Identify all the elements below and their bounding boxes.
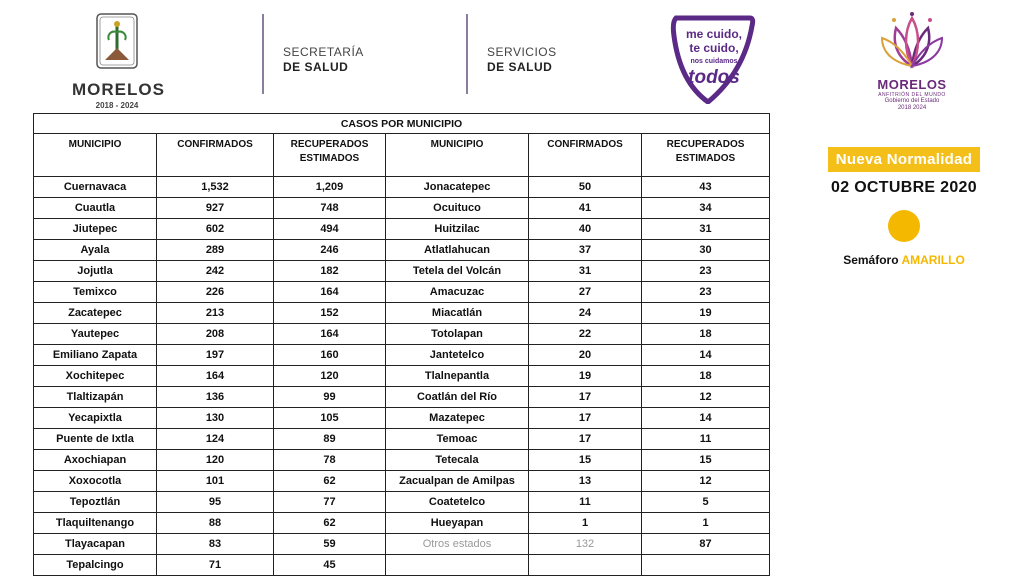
municipio-cell: Huitzilac	[386, 219, 529, 240]
campaign-line1: me cuido,	[685, 27, 743, 41]
municipio-cell: Temoac	[386, 429, 529, 450]
confirmados-cell: 208	[157, 324, 274, 345]
divider-line	[262, 14, 264, 94]
municipio-cell: Jojutla	[34, 261, 157, 282]
municipio-cell: Axochiapan	[34, 450, 157, 471]
table-row	[34, 177, 770, 198]
confirmados-cell: 11	[529, 492, 642, 513]
municipio-cell: Coatlán del Río	[386, 387, 529, 408]
recuperados-line2: ESTIMADOS	[675, 153, 736, 164]
confirmados-cell: 31	[529, 261, 642, 282]
col-header-confirmados: CONFIRMADOS	[157, 134, 274, 177]
recuperados-line1: RECUPERADOS	[290, 139, 369, 150]
confirmados-cell: 226	[157, 282, 274, 303]
municipio-cell: Tlaltizapán	[34, 387, 157, 408]
confirmados-cell: 17	[529, 408, 642, 429]
recuperados-line2: ESTIMADOS	[299, 153, 360, 164]
semaforo-status	[822, 253, 986, 267]
morelos-years: 2018 - 2024	[95, 101, 139, 110]
recuperados-cell: 182	[274, 261, 386, 282]
recuperados-cell: 152	[274, 303, 386, 324]
report-date: 02 OCTUBRE 2020	[831, 179, 977, 196]
campaign-logo	[668, 12, 756, 104]
municipio-cell: Tetecala	[386, 450, 529, 471]
confirmados-cell: 50	[529, 177, 642, 198]
anfitrion-wordmark: MORELOS	[877, 77, 947, 92]
municipio-cell: Zacatepec	[34, 303, 157, 324]
recuperados-cell: 748	[274, 198, 386, 219]
municipio-cell: Coatetelco	[386, 492, 529, 513]
confirmados-cell: 289	[157, 240, 274, 261]
confirmados-cell: 15	[529, 450, 642, 471]
recuperados-cell	[642, 555, 770, 576]
recuperados-cell: 31	[642, 219, 770, 240]
servicios-de-salud	[487, 45, 557, 75]
semaforo-label: Semáforo	[843, 253, 899, 267]
recuperados-cell: 18	[642, 324, 770, 345]
table-row	[34, 450, 770, 471]
confirmados-cell: 17	[529, 387, 642, 408]
recuperados-cell: 18	[642, 366, 770, 387]
municipio-cell: Jiutepec	[34, 219, 157, 240]
confirmados-cell: 164	[157, 366, 274, 387]
municipio-cell: Tetela del Volcán	[386, 261, 529, 282]
campaign-line4: todos	[688, 67, 740, 88]
servicios-line2: DE SALUD	[487, 60, 553, 74]
municipio-cell: Tlaquiltenango	[34, 513, 157, 534]
municipio-cell: Temixco	[34, 282, 157, 303]
recuperados-cell: 1	[642, 513, 770, 534]
header	[0, 0, 1024, 112]
municipio-cell: Cuautla	[34, 198, 157, 219]
recuperados-cell: 62	[274, 513, 386, 534]
recuperados-cell: 62	[274, 471, 386, 492]
divider-line	[466, 14, 468, 94]
municipio-cell: Mazatepec	[386, 408, 529, 429]
recuperados-cell: 99	[274, 387, 386, 408]
recuperados-cell: 246	[274, 240, 386, 261]
confirmados-cell: 95	[157, 492, 274, 513]
col-header-recuperados	[642, 134, 770, 177]
recuperados-cell: 23	[642, 261, 770, 282]
table-caption: CASOS POR MUNICIPIO	[34, 114, 770, 134]
col-header-recuperados	[274, 134, 386, 177]
confirmados-cell: 22	[529, 324, 642, 345]
confirmados-cell: 602	[157, 219, 274, 240]
table-row	[34, 366, 770, 387]
confirmados-cell: 41	[529, 198, 642, 219]
recuperados-cell: 1,209	[274, 177, 386, 198]
semaforo-value: AMARILLO	[901, 253, 965, 267]
recuperados-cell: 164	[274, 282, 386, 303]
secretaria-line1: SECRETARÍA	[283, 45, 364, 59]
traffic-light-icon	[888, 210, 920, 242]
table-row	[34, 198, 770, 219]
secretaria-de-salud	[283, 45, 364, 75]
status-panel	[822, 147, 986, 267]
recuperados-cell: 12	[642, 387, 770, 408]
secretaria-line2: DE SALUD	[283, 60, 349, 74]
morelos-logo	[72, 12, 165, 110]
recuperados-cell: 87	[642, 534, 770, 555]
recuperados-cell: 77	[274, 492, 386, 513]
table-row	[34, 261, 770, 282]
confirmados-cell: 132	[529, 534, 642, 555]
recuperados-cell: 89	[274, 429, 386, 450]
anfitrion-subtitle: ANFITRIÓN DEL MUNDO	[878, 92, 946, 98]
anfitrion-years: 2018 2024	[897, 105, 927, 111]
confirmados-cell: 1	[529, 513, 642, 534]
municipio-cell: Otros estados	[386, 534, 529, 555]
confirmados-cell: 101	[157, 471, 274, 492]
confirmados-cell: 130	[157, 408, 274, 429]
col-header-confirmados: CONFIRMADOS	[529, 134, 642, 177]
municipio-cell: Atlatlahucan	[386, 240, 529, 261]
recuperados-cell: 164	[274, 324, 386, 345]
anfitrion-gobierno: Gobierno del Estado	[884, 98, 940, 104]
confirmados-cell: 24	[529, 303, 642, 324]
recuperados-cell: 14	[642, 345, 770, 366]
recuperados-cell: 34	[642, 198, 770, 219]
table-row	[34, 534, 770, 555]
col-header-municipio: MUNICIPIO	[386, 134, 529, 177]
confirmados-cell: 19	[529, 366, 642, 387]
municipio-cell: Ayala	[34, 240, 157, 261]
casos-table	[33, 113, 770, 576]
table-row	[34, 429, 770, 450]
confirmados-cell: 20	[529, 345, 642, 366]
morelos-anfitrion-logo	[864, 10, 960, 112]
municipio-cell: Xochitepec	[34, 366, 157, 387]
morelos-wordmark: MORELOS	[72, 80, 165, 99]
recuperados-cell: 160	[274, 345, 386, 366]
municipio-cell: Xoxocotla	[34, 471, 157, 492]
col-header-municipio: MUNICIPIO	[34, 134, 157, 177]
table-row	[34, 555, 770, 576]
recuperados-cell: 23	[642, 282, 770, 303]
coat-of-arms-icon	[95, 12, 139, 72]
confirmados-cell: 83	[157, 534, 274, 555]
municipio-cell: Amacuzac	[386, 282, 529, 303]
table-row	[34, 387, 770, 408]
municipio-cell: Puente de Ixtla	[34, 429, 157, 450]
confirmados-cell: 242	[157, 261, 274, 282]
municipio-cell: Totolapan	[386, 324, 529, 345]
table-body	[34, 177, 770, 576]
nueva-normalidad-badge: Nueva Normalidad	[828, 147, 981, 172]
confirmados-cell: 13	[529, 471, 642, 492]
recuperados-cell: 78	[274, 450, 386, 471]
recuperados-cell: 30	[642, 240, 770, 261]
municipio-cell: Tepalcingo	[34, 555, 157, 576]
confirmados-cell: 1,532	[157, 177, 274, 198]
confirmados-cell: 927	[157, 198, 274, 219]
recuperados-cell: 494	[274, 219, 386, 240]
municipio-cell: Jantetelco	[386, 345, 529, 366]
municipio-cell: Yautepec	[34, 324, 157, 345]
confirmados-cell: 124	[157, 429, 274, 450]
table-row	[34, 303, 770, 324]
table-row	[34, 324, 770, 345]
campaign-line3: nos cuidamos	[690, 58, 738, 65]
municipio-cell: Yecapixtla	[34, 408, 157, 429]
table-row	[34, 513, 770, 534]
confirmados-cell: 120	[157, 450, 274, 471]
confirmados-cell: 197	[157, 345, 274, 366]
table-row	[34, 219, 770, 240]
servicios-line1: SERVICIOS	[487, 45, 557, 59]
recuperados-cell: 105	[274, 408, 386, 429]
lotus-flower-icon	[876, 10, 948, 72]
confirmados-cell: 88	[157, 513, 274, 534]
recuperados-cell: 15	[642, 450, 770, 471]
municipio-cell: Zacualpan de Amilpas	[386, 471, 529, 492]
confirmados-cell: 40	[529, 219, 642, 240]
confirmados-cell: 27	[529, 282, 642, 303]
confirmados-cell: 37	[529, 240, 642, 261]
municipio-cell: Tepoztlán	[34, 492, 157, 513]
municipio-cell: Miacatlán	[386, 303, 529, 324]
recuperados-cell: 11	[642, 429, 770, 450]
table-row	[34, 471, 770, 492]
table-row	[34, 282, 770, 303]
recuperados-cell: 19	[642, 303, 770, 324]
municipio-cell: Tlayacapan	[34, 534, 157, 555]
recuperados-cell: 14	[642, 408, 770, 429]
confirmados-cell: 71	[157, 555, 274, 576]
municipio-cell	[386, 555, 529, 576]
recuperados-line1: RECUPERADOS	[666, 139, 745, 150]
recuperados-cell: 5	[642, 492, 770, 513]
confirmados-cell: 136	[157, 387, 274, 408]
table-row	[34, 408, 770, 429]
municipio-cell: Ocuituco	[386, 198, 529, 219]
recuperados-cell: 120	[274, 366, 386, 387]
confirmados-cell: 213	[157, 303, 274, 324]
table-row	[34, 492, 770, 513]
recuperados-cell: 45	[274, 555, 386, 576]
recuperados-cell: 12	[642, 471, 770, 492]
municipio-cell: Tlalnepantla	[386, 366, 529, 387]
recuperados-cell: 59	[274, 534, 386, 555]
table-row	[34, 345, 770, 366]
municipio-cell: Emiliano Zapata	[34, 345, 157, 366]
table-row	[34, 240, 770, 261]
campaign-line2: te cuido,	[689, 41, 739, 55]
confirmados-cell	[529, 555, 642, 576]
municipio-cell: Cuernavaca	[34, 177, 157, 198]
municipio-cell: Jonacatepec	[386, 177, 529, 198]
confirmados-cell: 17	[529, 429, 642, 450]
recuperados-cell: 43	[642, 177, 770, 198]
municipio-cell: Hueyapan	[386, 513, 529, 534]
